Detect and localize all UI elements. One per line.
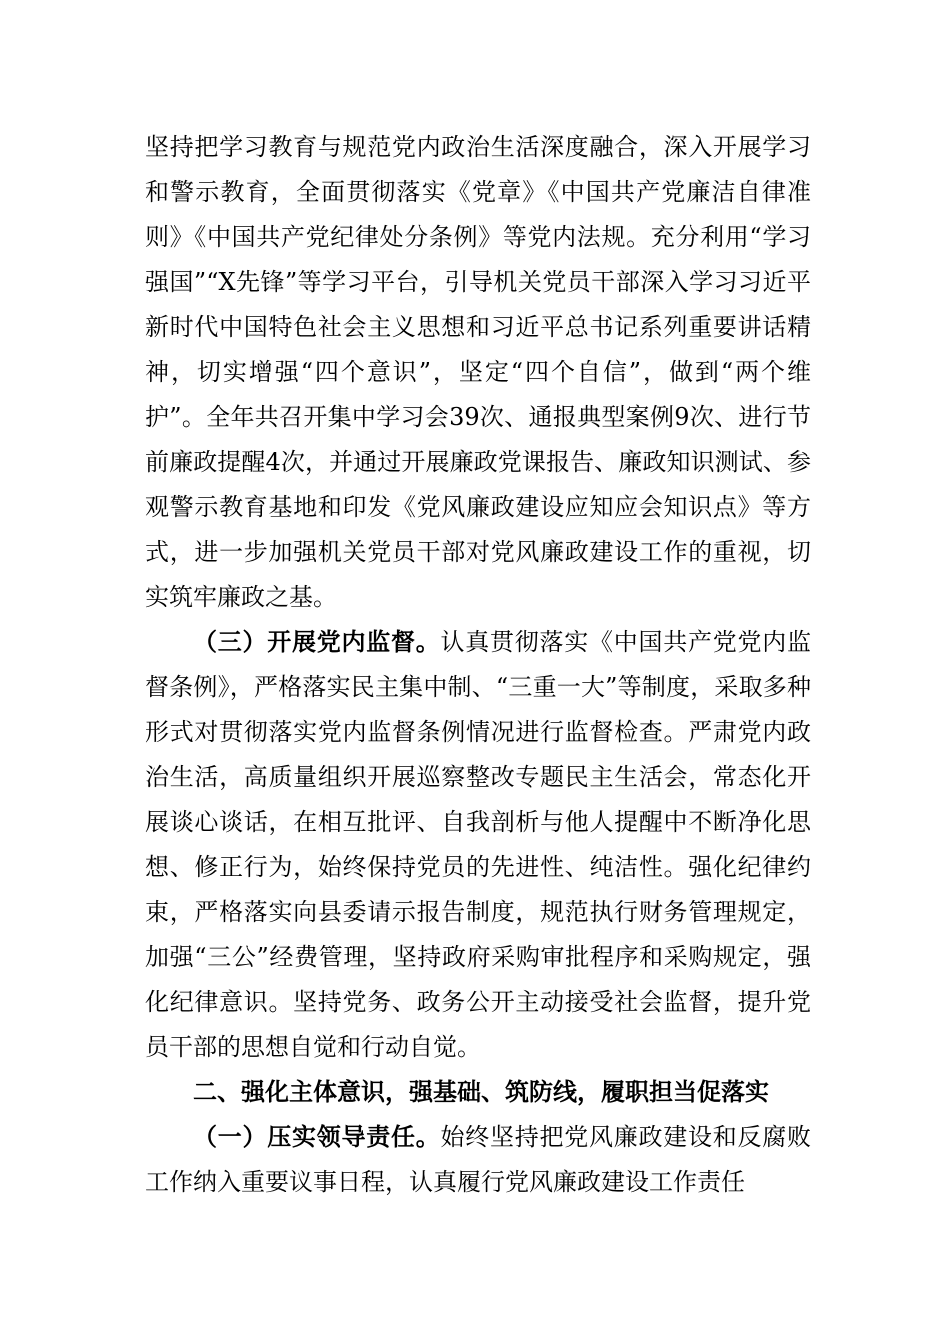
sub-heading: （一）压实领导责任。 (193, 1123, 441, 1151)
document-page (145, 125, 811, 1205)
paragraph-text: 始终坚持把党风廉政建设和反腐败工作纳入重要议事日程，认真履行党风廉政建设工作责任 (145, 1123, 811, 1196)
body-paragraph: 坚持把学习教育与规范党内政治生活深度融合，深入开展学习和警示教育，全面贯彻落实《党章》《中国共产党廉洁自律准则》《中国共产党纪律处分条例》等党内法规。充分利用“学习强国”“X先锋”等学习平台，引导机关党员干部深入学习习近平新时代中国特色社会主义思想和习近平总书记系列重要讲话精神，切实增强“四个意识”，坚定“四个自信”，做到“两个维护”。全年共召开集中学习会39次、通报典型案例9次、进行节前廉政提醒4次，并通过开展廉政党课报告、廉政知识测试、参观警示教育基地和印发《党风廉政建设应知应会知识点》等方式，进一步加强机关党员干部对党风廉政建设工作的重视，切实筑牢廉政之基。 (145, 133, 811, 611)
body-paragraph (145, 1115, 811, 1205)
paragraph-text: 认真贯彻落实《中国共产党党内监督条例》，严格落实民主集中制、“三重一大”等制度，采取多种形式对贯彻落实党内监督条例情况进行监督检查。严肃党内政治生活，高质量组织开展巡察整改专题民主生活会，常态化开展谈心谈话，在相互批评、自我剖析与他人提醒中不断净化思想、修正行为，始终保持党员的先进性、纯洁性。强化纪律约束，严格落实向县委请示报告制度，规范执行财务管理规定，加强“三公”经费管理，坚持政府采购审批程序和采购规定，强化纪律意识。坚持党务、政务公开主动接受社会监督，提升党员干部的思想自觉和行动自觉。 (145, 628, 811, 1061)
sub-heading: （三）开展党内监督。 (193, 628, 441, 656)
section-heading: 二、强化主体意识，强基础、筑防线，履职担当促落实 (193, 1078, 769, 1106)
body-paragraph (145, 620, 811, 1070)
